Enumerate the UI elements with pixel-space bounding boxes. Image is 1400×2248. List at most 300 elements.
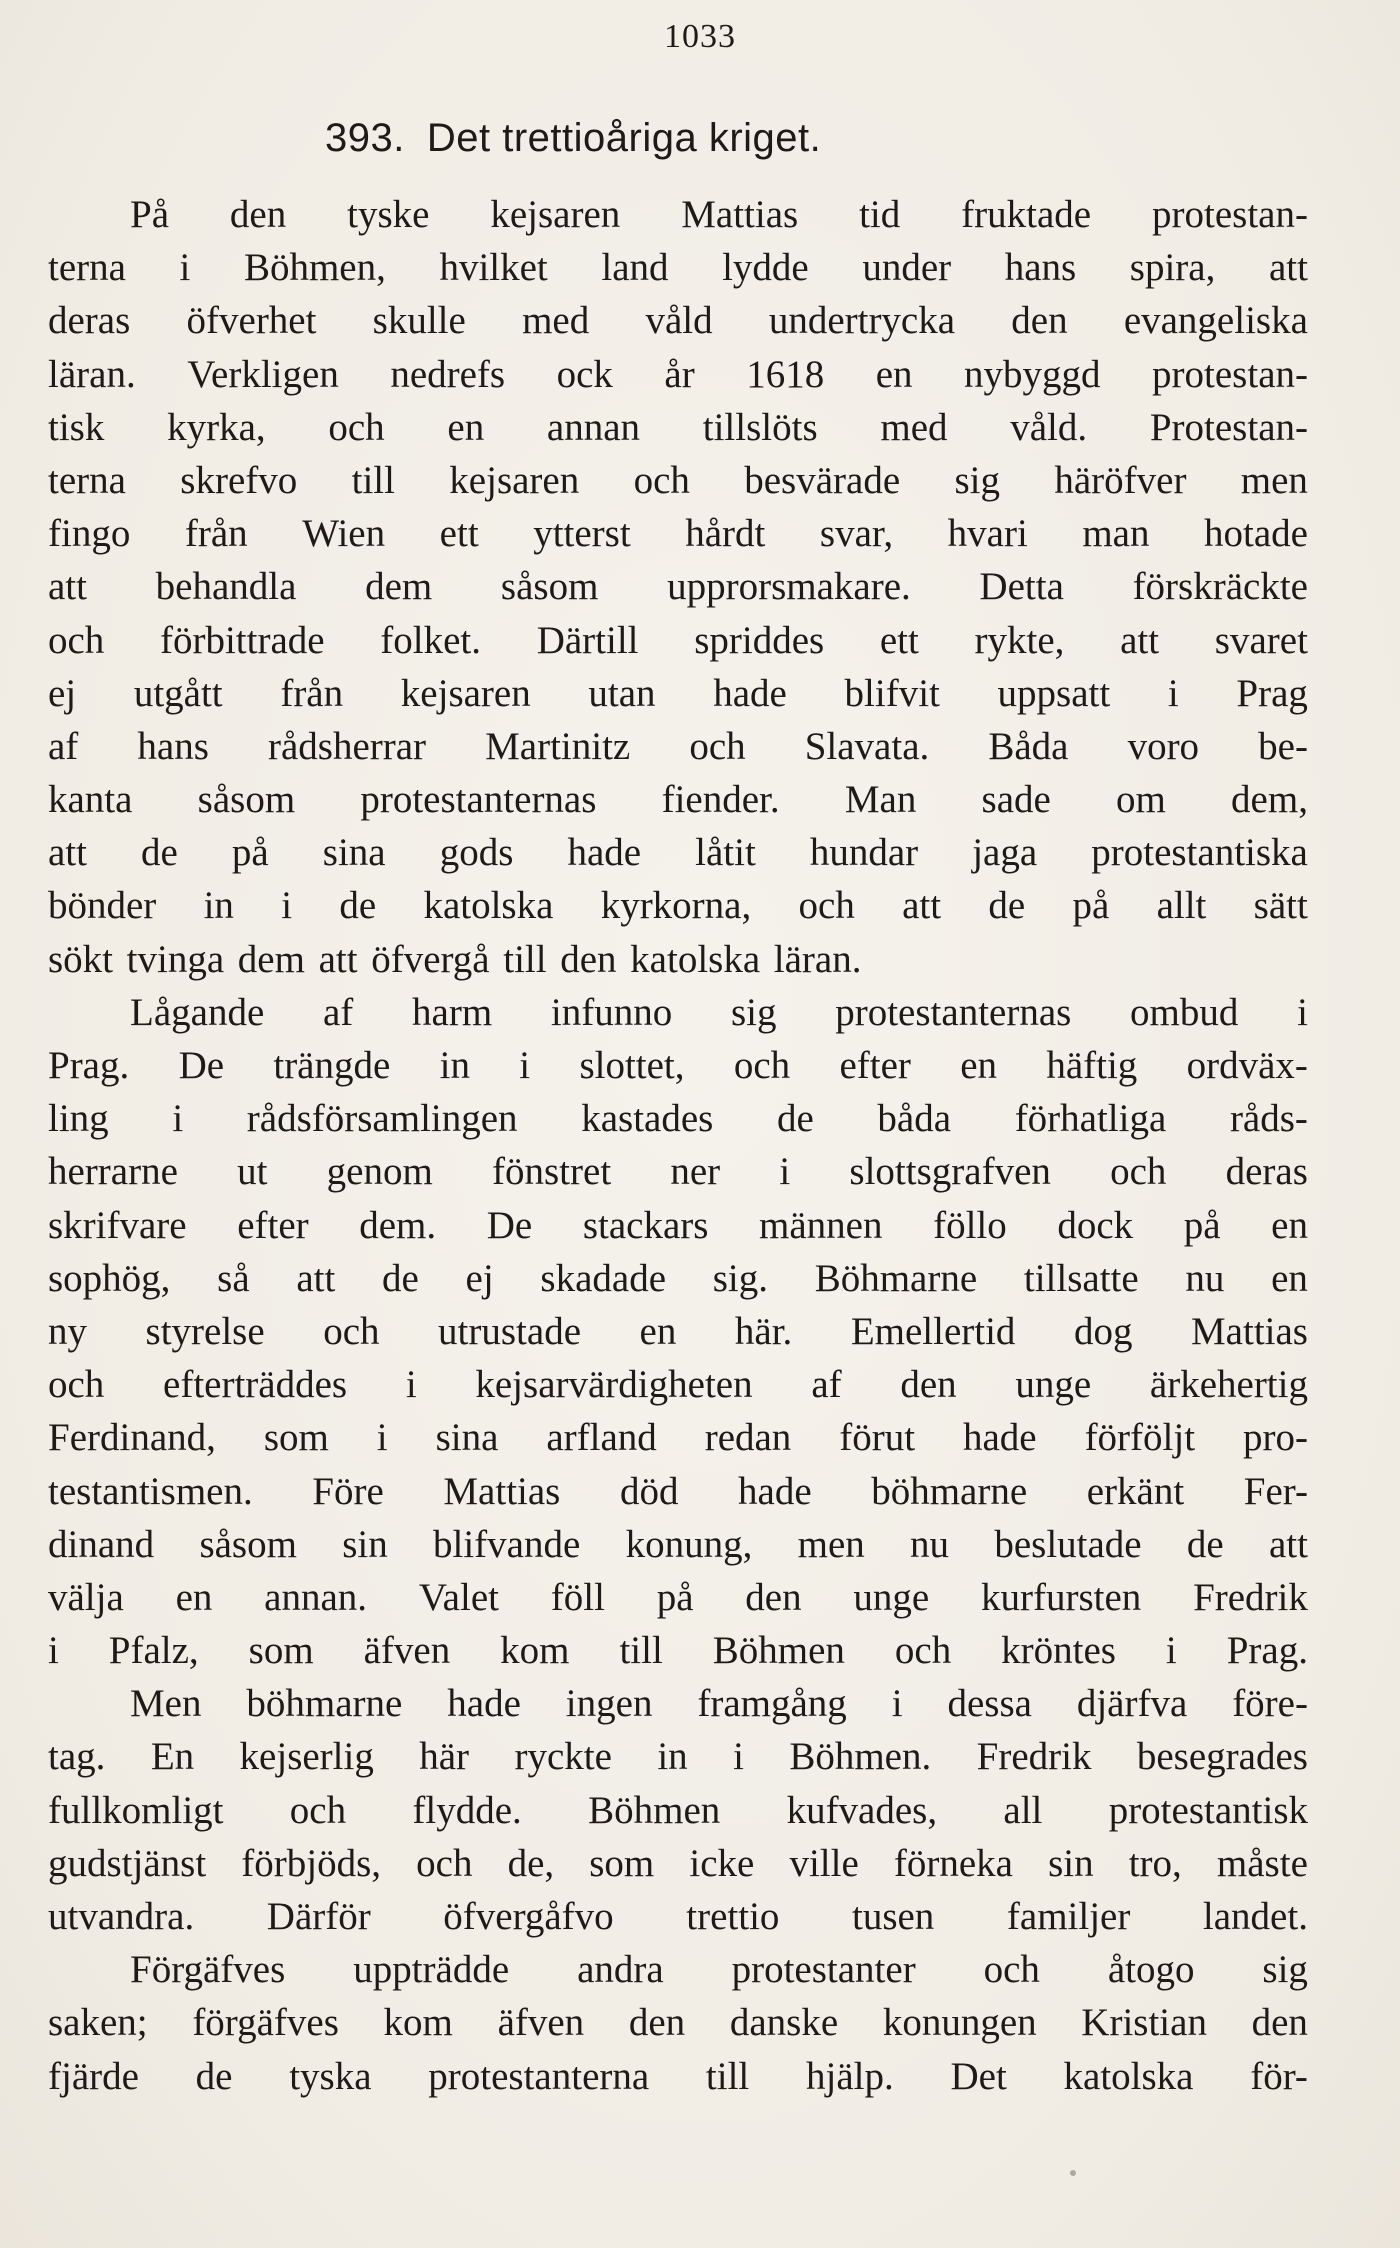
word: råds- xyxy=(1229,1097,1308,1141)
word: läran. xyxy=(773,937,862,981)
word: tyske xyxy=(347,193,430,236)
word: in xyxy=(203,884,234,928)
word: infunno xyxy=(550,990,673,1034)
word: de xyxy=(141,831,178,875)
word: en xyxy=(875,352,913,396)
word: kufvades, xyxy=(786,1788,938,1832)
word: i xyxy=(519,1044,531,1087)
word: kejsarvärdigheten xyxy=(475,1363,753,1407)
word: Protestan- xyxy=(1149,405,1308,449)
word: en xyxy=(175,1575,213,1619)
word: ock xyxy=(556,352,613,396)
word: i xyxy=(172,1097,184,1141)
word: land xyxy=(601,246,669,290)
word: konung, xyxy=(625,1522,753,1566)
word: ej xyxy=(48,671,77,715)
word: nybyggd xyxy=(964,352,1101,396)
word: Lågande xyxy=(130,990,265,1034)
word: från xyxy=(184,512,248,556)
word: hjälp. xyxy=(806,2054,894,2098)
word: sig xyxy=(730,990,777,1034)
word: och xyxy=(689,724,746,768)
word: Fredrik xyxy=(976,1735,1092,1779)
word: kyrka, xyxy=(167,405,266,449)
word: böhmarne xyxy=(871,1469,1028,1513)
word: unge xyxy=(853,1575,930,1619)
word: Verkligen xyxy=(187,352,339,396)
word: dem. xyxy=(359,1203,437,1247)
word: jaga xyxy=(972,831,1038,875)
word: utrustade xyxy=(438,1309,582,1353)
word: in xyxy=(439,1044,470,1087)
word: och xyxy=(328,405,385,449)
word: här. xyxy=(734,1309,793,1353)
word: kastades xyxy=(581,1097,714,1141)
word: trängde xyxy=(273,1044,391,1087)
word: familjer xyxy=(1006,1895,1131,1938)
word: i xyxy=(733,1735,744,1779)
word: danske xyxy=(729,2001,839,2045)
word: pro- xyxy=(1242,1416,1308,1460)
word: kröntes xyxy=(1001,1629,1116,1673)
word: i xyxy=(376,1416,388,1460)
word: fönstret xyxy=(492,1150,612,1194)
text-line xyxy=(48,1677,1308,1730)
word: sig xyxy=(1262,1948,1308,1992)
word: föll xyxy=(550,1575,605,1619)
word: och xyxy=(323,1309,380,1353)
word: skrefvo xyxy=(180,458,298,502)
word: upprorsmakare. xyxy=(667,565,911,609)
word: behandla xyxy=(155,565,297,609)
word: Martinitz xyxy=(485,724,631,768)
word: ny xyxy=(48,1309,87,1353)
word: Därför xyxy=(266,1895,371,1938)
word: ärkehertig xyxy=(1149,1363,1308,1407)
word: genom xyxy=(326,1150,433,1194)
word: att xyxy=(1268,246,1308,290)
word: Fredrik xyxy=(1193,1575,1308,1619)
text-line xyxy=(48,879,1308,932)
word: tillslöts xyxy=(702,405,818,449)
word: all xyxy=(1003,1788,1043,1832)
text-line xyxy=(48,1145,1308,1198)
text-line xyxy=(48,1943,1308,1996)
word: de xyxy=(382,1256,419,1300)
word: sophög, xyxy=(48,1256,171,1300)
word: den xyxy=(628,2001,686,2045)
text-line xyxy=(48,2050,1308,2103)
word: Böhmen, xyxy=(243,246,386,290)
word: Slavata. xyxy=(804,724,930,768)
word: att xyxy=(48,831,87,875)
text-line xyxy=(48,1465,1308,1518)
text-line xyxy=(48,454,1308,507)
text-line xyxy=(48,614,1308,667)
word: låtit xyxy=(695,831,756,875)
word: ut xyxy=(237,1150,268,1194)
word: protestan- xyxy=(1152,193,1308,236)
word: i xyxy=(405,1363,417,1407)
word: slottet, xyxy=(579,1044,685,1087)
text-line xyxy=(48,188,1308,241)
word: under xyxy=(862,246,952,290)
word: ner xyxy=(670,1150,721,1194)
print-speck xyxy=(1070,2170,1076,2176)
word: af xyxy=(48,724,79,768)
word: förföljt xyxy=(1084,1416,1196,1460)
word: förbjöds, xyxy=(241,1841,382,1885)
word: styrelse xyxy=(145,1309,265,1353)
word: fullkomligt xyxy=(48,1788,224,1832)
word: här xyxy=(419,1735,470,1779)
word: förut xyxy=(839,1416,916,1460)
word: tisk xyxy=(48,405,105,449)
word: välja xyxy=(48,1575,124,1619)
text-line xyxy=(48,1624,1308,1677)
word: tvinga xyxy=(126,937,225,981)
word: efterträddes xyxy=(163,1363,348,1407)
word: svaret xyxy=(1214,618,1308,662)
word: nedrefs xyxy=(390,352,506,396)
word: Valet xyxy=(418,1575,499,1619)
word: före- xyxy=(1232,1682,1308,1726)
word: allt xyxy=(1156,884,1207,928)
word: öfvergå xyxy=(371,937,490,981)
page-number: 1033 xyxy=(664,18,736,55)
word: dock xyxy=(1057,1203,1134,1247)
word: saken; xyxy=(48,2001,148,2045)
word: sin xyxy=(1048,1841,1094,1885)
word: tusen xyxy=(851,1895,935,1938)
word: protestanternas xyxy=(835,990,1072,1034)
word: arfland xyxy=(546,1416,657,1460)
word: förneka xyxy=(893,1841,1013,1885)
word: unge xyxy=(1015,1363,1092,1407)
word: Prag. xyxy=(1226,1629,1308,1673)
word: protestanternas xyxy=(360,778,597,822)
word: herrarne xyxy=(48,1150,178,1194)
word: Böhmen. xyxy=(789,1735,932,1779)
chapter-number: 393. xyxy=(325,116,405,160)
text-line xyxy=(48,294,1308,347)
word: Förgäfves xyxy=(130,1948,286,1992)
word: de xyxy=(339,884,377,928)
word: förskräckte xyxy=(1132,565,1308,609)
word: den xyxy=(1011,299,1068,343)
word: häröfver xyxy=(1054,458,1187,502)
word: i xyxy=(281,884,293,928)
chapter-title: Det trettioåriga kriget. xyxy=(426,116,822,160)
word: trettio xyxy=(686,1895,780,1938)
word: men xyxy=(1240,458,1308,502)
word: äfven xyxy=(363,1629,451,1673)
word: de, xyxy=(507,1841,555,1885)
word: till xyxy=(351,458,395,502)
text-line xyxy=(48,1784,1308,1837)
word: af xyxy=(323,990,354,1034)
word: och xyxy=(798,884,855,928)
word: dem xyxy=(237,937,305,981)
word: såsom xyxy=(199,1522,297,1566)
word: katolska xyxy=(630,937,761,981)
word: på xyxy=(1072,884,1110,928)
word: de xyxy=(988,884,1026,928)
text-line xyxy=(48,1996,1308,2049)
word: evangeliska xyxy=(1123,299,1308,343)
word: 1618 xyxy=(746,352,825,396)
text-line xyxy=(48,826,1308,879)
text-line xyxy=(48,1092,1308,1145)
word: rykte, xyxy=(974,618,1065,662)
word: med xyxy=(522,299,590,343)
word: dem xyxy=(365,565,433,609)
word: Detta xyxy=(979,565,1064,609)
word: protestanterna xyxy=(428,2054,650,2098)
word: gods xyxy=(439,831,514,875)
word: tro, xyxy=(1128,1841,1182,1885)
word: och xyxy=(48,1363,105,1407)
word: dessa xyxy=(947,1682,1032,1726)
word: den xyxy=(900,1363,957,1407)
word: och xyxy=(633,458,690,502)
word: slottsgrafven xyxy=(849,1150,1051,1194)
word: våld. xyxy=(1010,405,1088,449)
word: in xyxy=(657,1735,688,1779)
word: Mattias xyxy=(443,1469,561,1513)
word: att xyxy=(902,884,942,928)
word: så xyxy=(217,1256,250,1300)
word: erkänt xyxy=(1086,1469,1185,1513)
word: äfven xyxy=(497,2001,585,2045)
word: ombud xyxy=(1130,990,1239,1034)
word: med xyxy=(880,405,948,449)
word: Böhmen xyxy=(588,1788,721,1832)
word: kom xyxy=(383,2001,453,2045)
word: fingo xyxy=(48,512,131,556)
word: i xyxy=(179,246,191,290)
word: hade xyxy=(963,1416,1037,1460)
word: till xyxy=(705,2054,750,2098)
word: harm xyxy=(412,990,493,1034)
word: en xyxy=(639,1309,677,1353)
text-line xyxy=(48,1411,1308,1464)
text-line xyxy=(48,773,1308,826)
word: i xyxy=(1297,990,1308,1034)
text-line xyxy=(48,1039,1308,1092)
word: men xyxy=(797,1522,865,1566)
word: Prag. xyxy=(48,1044,130,1087)
word: konungen xyxy=(882,2001,1037,2045)
body-text xyxy=(48,188,1308,2103)
word: en xyxy=(1271,1203,1308,1247)
word: Böhmen xyxy=(712,1629,845,1673)
word: De xyxy=(486,1203,533,1247)
word: deras xyxy=(1225,1150,1308,1194)
word: Wien xyxy=(302,512,386,556)
word: om xyxy=(1116,778,1166,822)
word: häftig xyxy=(1046,1044,1138,1087)
word: Kristian xyxy=(1081,2001,1207,2045)
word: tyska xyxy=(289,2054,372,2098)
word: fiender. xyxy=(661,778,780,822)
text-line xyxy=(48,1890,1308,1943)
word: de xyxy=(1186,1522,1224,1566)
word: ryckte xyxy=(514,1735,612,1779)
word: död xyxy=(619,1469,679,1513)
text-line xyxy=(48,1837,1308,1890)
word: ett xyxy=(439,512,479,556)
word: sätt xyxy=(1253,884,1308,928)
word: och xyxy=(983,1948,1040,1992)
word: ordväx- xyxy=(1186,1044,1308,1087)
word: djärfva xyxy=(1076,1682,1188,1726)
word: besegrades xyxy=(1136,1735,1308,1779)
word: öfverhet xyxy=(186,299,317,343)
word: blifvande xyxy=(433,1522,581,1566)
word: som xyxy=(263,1416,329,1460)
text-line xyxy=(48,560,1308,613)
word: utgått xyxy=(133,671,223,715)
word: på xyxy=(1183,1203,1221,1247)
text-line xyxy=(48,1199,1308,1252)
word: katolska xyxy=(423,884,554,928)
text-line xyxy=(48,1252,1308,1305)
word: hade xyxy=(713,671,787,715)
word: efter xyxy=(839,1044,911,1087)
text-line xyxy=(48,986,1308,1039)
word: år xyxy=(664,352,695,396)
word: stackars xyxy=(582,1203,709,1247)
word: kom xyxy=(500,1629,570,1673)
word: På xyxy=(130,193,169,236)
word: ling xyxy=(48,1097,109,1141)
word: att xyxy=(48,565,87,609)
word: skulle xyxy=(372,299,466,343)
text-line xyxy=(48,1305,1308,1358)
text-line xyxy=(48,241,1308,294)
word: rådsherrar xyxy=(267,724,427,768)
word: som xyxy=(589,1841,655,1885)
word: Före xyxy=(312,1469,384,1513)
word: en xyxy=(1271,1256,1308,1300)
word: hade xyxy=(738,1469,812,1513)
word: blifvit xyxy=(844,671,940,715)
word: nu xyxy=(910,1522,950,1566)
word: och xyxy=(48,618,105,662)
word: och xyxy=(894,1629,952,1673)
word: Det xyxy=(950,2054,1007,2098)
word: förgäfves xyxy=(192,2001,339,2045)
word: sig xyxy=(954,458,1000,502)
word: utan xyxy=(588,671,656,715)
word: lydde xyxy=(722,246,809,290)
word: dinand xyxy=(48,1522,155,1566)
word: och xyxy=(733,1044,791,1087)
word: ingen xyxy=(565,1682,653,1726)
word: såsom xyxy=(500,565,599,609)
word: på xyxy=(231,831,269,875)
word: ville xyxy=(789,1841,859,1885)
word: ett xyxy=(879,618,919,662)
word: att xyxy=(318,937,358,981)
word: hvari xyxy=(947,512,1028,556)
word: Fer- xyxy=(1243,1469,1308,1513)
word: den xyxy=(1251,2001,1308,2045)
word: Båda xyxy=(988,724,1069,768)
word: protestanter xyxy=(731,1948,916,1992)
word: En xyxy=(150,1735,195,1779)
word: Därtill xyxy=(536,618,639,662)
word: Mattias xyxy=(681,193,799,236)
word: uppsatt xyxy=(997,671,1111,715)
word: i xyxy=(891,1682,903,1726)
word: protestantisk xyxy=(1108,1788,1308,1832)
word: kejsaren xyxy=(490,193,621,236)
word: de xyxy=(195,2054,233,2098)
word: sökt xyxy=(48,937,114,981)
text-line xyxy=(48,348,1308,401)
word: åtogo xyxy=(1107,1948,1195,1992)
word: undertrycka xyxy=(768,299,956,343)
text-line xyxy=(48,1518,1308,1571)
word: af xyxy=(811,1363,842,1407)
word: att xyxy=(1268,1522,1308,1566)
word: och xyxy=(416,1841,473,1885)
word: folket. xyxy=(380,618,481,662)
word: ytterst xyxy=(533,512,631,556)
word: hade xyxy=(447,1682,521,1726)
word: öfvergåfvo xyxy=(443,1895,614,1938)
word: spriddes xyxy=(694,618,825,662)
word: att xyxy=(1120,618,1160,662)
word: terna xyxy=(48,246,126,290)
word: Men xyxy=(130,1682,202,1726)
word: våld xyxy=(645,299,713,343)
word: sade xyxy=(981,778,1051,822)
text-line xyxy=(48,1730,1308,1783)
word: landet. xyxy=(1202,1895,1308,1938)
word: spira, xyxy=(1129,246,1216,290)
word: en xyxy=(447,405,485,449)
word: andra xyxy=(577,1948,664,1992)
word: måste xyxy=(1216,1841,1308,1885)
word: ej xyxy=(465,1256,494,1300)
word: föllo xyxy=(933,1203,1007,1247)
word: tag. xyxy=(48,1735,106,1779)
word: på xyxy=(656,1575,694,1619)
word: läran. xyxy=(48,352,136,396)
word: annan xyxy=(546,405,641,449)
word: uppträdde xyxy=(353,1948,510,1992)
word: männen xyxy=(759,1203,883,1247)
text-line xyxy=(48,720,1308,773)
word: man xyxy=(1082,512,1150,556)
word: den xyxy=(745,1575,802,1619)
word: Pfalz, xyxy=(108,1629,199,1673)
text-line xyxy=(48,1571,1308,1624)
word: båda xyxy=(877,1097,952,1141)
word: rådsförsamlingen xyxy=(246,1097,518,1141)
word: kanta xyxy=(48,778,133,822)
word: skadade xyxy=(540,1256,667,1300)
word: bönder xyxy=(48,884,157,928)
word: i xyxy=(779,1150,791,1194)
word: fjärde xyxy=(48,2054,139,2098)
word: förhatliga xyxy=(1014,1097,1167,1141)
word: hårdt xyxy=(685,512,766,556)
word: Mattias xyxy=(1191,1309,1308,1353)
